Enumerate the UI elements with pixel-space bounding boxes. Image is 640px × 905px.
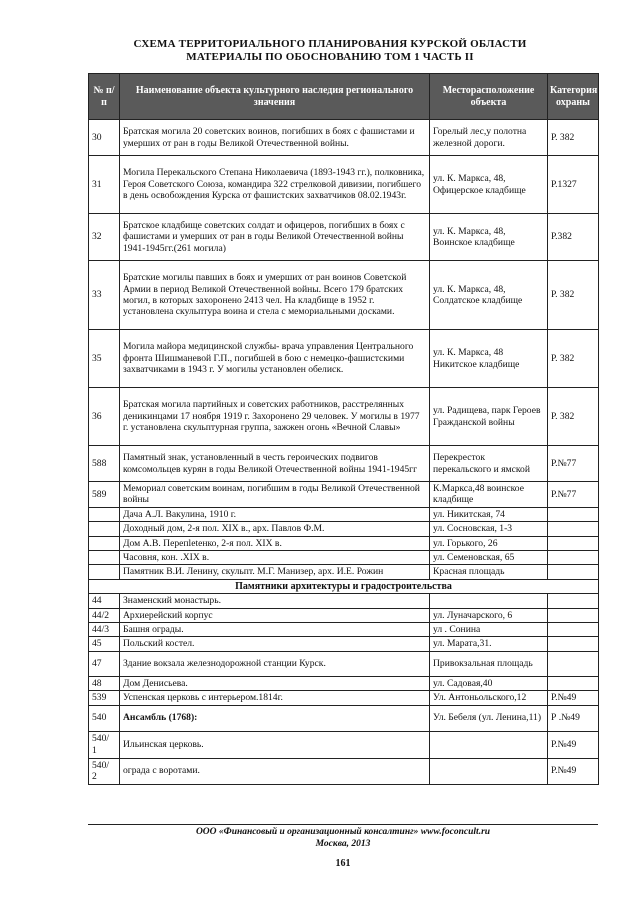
table-row: [89, 388, 599, 446]
cell-location: ул. К. Маркса, 48, Воинское кладбище: [430, 214, 548, 261]
cell-location: ул . Сонина: [430, 623, 548, 637]
cell-name: Памятный знак, установленный в честь героических подвигов комсомольцев курян в годы Великой Отечественной войны 1941-1945гг: [120, 446, 430, 482]
cell-name: Дом Денисьева.: [120, 676, 430, 690]
cell-number: [89, 522, 120, 536]
cell-location: К.Маркса,48 воинское кладбище: [430, 482, 548, 508]
cell-location: Ул. Антоньольского,12: [430, 691, 548, 705]
cell-name: Братское кладбище советских солдат и офицеров, погибших в боях с фашистами и умерших от ран в годы Великой Отечественной войны 1941-1945гг.(261 могила): [120, 214, 430, 261]
cell-location: [430, 758, 548, 784]
cell-name: Архиерейский корпус: [120, 608, 430, 622]
cell-number: 540/ 2: [89, 758, 120, 784]
table-row: [89, 261, 599, 330]
table-row: [89, 536, 599, 550]
table-row: [89, 691, 599, 705]
cell-number: 32: [89, 214, 120, 261]
cell-number: 540: [89, 705, 120, 731]
table-row: [89, 651, 599, 676]
cell-number: 44: [89, 594, 120, 608]
cell-number: 44/3: [89, 623, 120, 637]
cell-name: Памятник В.И. Ленину, скульпт. М.Г. Манизер, арх. И.Е. Рожин: [120, 565, 430, 579]
footer: [88, 826, 598, 850]
table-row: [89, 156, 599, 214]
cell-location: ул. Марата,31.: [430, 637, 548, 651]
table-row: [89, 608, 599, 622]
title-line-2: МАТЕРИАЛЫ ПО ОБОСНОВАНИЮ ТОМ 1 ЧАСТЬ II: [186, 51, 474, 63]
cell-number: 30: [89, 120, 120, 156]
column-header-location: Месторасположение объекта: [430, 74, 548, 120]
cell-location: ул. Никитская, 74: [430, 507, 548, 521]
cell-name: Братская могила партийных и советских работников, расстрелянных деникинцами 17 ноября 1919 г. Захоронено 29 человек. У могилы в 1977 г. установлена скульптурная группа, зажжен огонь «Вечной Славы»: [120, 388, 430, 446]
cell-category: [548, 551, 599, 565]
document-title: [60, 38, 600, 64]
heritage-table: [88, 73, 599, 785]
cell-location: ул. Семеновская, 65: [430, 551, 548, 565]
cell-location: ул. Радищева, парк Героев Гражданской войны: [430, 388, 548, 446]
cell-category: Р.№77: [548, 446, 599, 482]
cell-location: [430, 731, 548, 758]
cell-category: Р. 382: [548, 261, 599, 330]
column-header-num: № п/п: [89, 74, 120, 120]
table-row: [89, 446, 599, 482]
footer-company: ООО «Финансовый и организационный консалтинг» www.foconcult.ru: [195, 827, 491, 837]
table-row: [89, 482, 599, 508]
cell-name: ограда с воротами.: [120, 758, 430, 784]
cell-category: [548, 536, 599, 550]
table-row: [89, 214, 599, 261]
table-row: [89, 758, 599, 784]
cell-number: 45: [89, 637, 120, 651]
cell-category: [548, 637, 599, 651]
cell-name: Могила майора медицинской службы- врача управления Центрального фронта Шишманевой Г.П., погибшей в бою с немецко-фашистскими захватчиками в 1943 г. У могилы установлен обелиск.: [120, 330, 430, 388]
cell-name: Ансамбль (1768):: [120, 705, 430, 731]
cell-name: Мемориал советским воинам, погибшим в годы Великой Отечественной войны: [120, 482, 430, 508]
cell-category: Р.№49: [548, 691, 599, 705]
cell-number: 540/ 1: [89, 731, 120, 758]
cell-location: ул. К. Маркса, 48 Никитское кладбище: [430, 330, 548, 388]
cell-category: Р.1327: [548, 156, 599, 214]
table-row: [89, 637, 599, 651]
cell-name: Башня ограды.: [120, 623, 430, 637]
table-row: [89, 522, 599, 536]
cell-category: Р. 382: [548, 330, 599, 388]
cell-name: Могила Перекальского Степана Николаевича (1893-1943 гг.), полковника, Героя Советского Союза, командира 322 стрелковой дивизии, погибшего в день освобождения Курска от фашистских захватчиков 08.02.1943г.: [120, 156, 430, 214]
cell-category: Р.№49: [548, 758, 599, 784]
cell-number: [89, 565, 120, 579]
cell-name: Здание вокзала железнодорожной станции Курск.: [120, 651, 430, 676]
cell-category: Р. 382: [548, 388, 599, 446]
table-row: [89, 507, 599, 521]
cell-number: 48: [89, 676, 120, 690]
cell-number: [89, 507, 120, 521]
cell-number: 31: [89, 156, 120, 214]
cell-name: Успенская церковь с интерьером.1814г.: [120, 691, 430, 705]
table-body-monuments: [89, 120, 599, 580]
cell-number: 33: [89, 261, 120, 330]
cell-number: 539: [89, 691, 120, 705]
cell-category: Р.382: [548, 214, 599, 261]
cell-number: [89, 536, 120, 550]
section-row: [89, 579, 599, 593]
table-row: [89, 731, 599, 758]
section-title: Памятники архитектуры и градостроительства: [89, 579, 599, 593]
cell-location: ул. Луначарского, 6: [430, 608, 548, 622]
cell-category: Р.№77: [548, 482, 599, 508]
table-row: [89, 565, 599, 579]
cell-location: ул. К. Маркса, 48, Солдатское кладбище: [430, 261, 548, 330]
cell-name: Ильинская церковь.: [120, 731, 430, 758]
cell-location: ул. Сосновская, 1-3: [430, 522, 548, 536]
cell-name: Дом А.В. Перепletенко, 2-я пол. XIX в.: [120, 536, 430, 550]
title-line-1: СХЕМА ТЕРРИТОРИАЛЬНОГО ПЛАНИРОВАНИЯ КУРСКОЙ ОБЛАСТИ: [133, 38, 527, 50]
cell-category: Р. 382: [548, 120, 599, 156]
table-row: [89, 676, 599, 690]
cell-name: Братская могила 20 советских воинов, погибших в боях с фашистами и умерших от ран в годы Великой Отечественной войны.: [120, 120, 430, 156]
footer-divider: [88, 824, 598, 825]
cell-number: 36: [89, 388, 120, 446]
cell-name: Знаменский монастырь.: [120, 594, 430, 608]
table-row: [89, 120, 599, 156]
cell-category: Р .№49: [548, 705, 599, 731]
cell-category: [548, 507, 599, 521]
cell-location: [430, 594, 548, 608]
table-row: [89, 330, 599, 388]
cell-number: 589: [89, 482, 120, 508]
table-section: [89, 579, 599, 593]
table-row: [89, 551, 599, 565]
cell-number: [89, 551, 120, 565]
cell-number: 35: [89, 330, 120, 388]
table-header-row: [89, 74, 599, 120]
cell-category: [548, 565, 599, 579]
cell-category: [548, 608, 599, 622]
cell-name: Доходный дом, 2-я пол. XIX в., арх. Павлов Ф.М.: [120, 522, 430, 536]
table-body-architecture: [89, 594, 599, 784]
page-number: 161: [335, 858, 351, 869]
cell-location: ул. Горького, 26: [430, 536, 548, 550]
cell-name: Часовня, кон. .XIX в.: [120, 551, 430, 565]
cell-location: Горелый лес,у полотна железной дороги.: [430, 120, 548, 156]
table-row: [89, 623, 599, 637]
cell-category: [548, 623, 599, 637]
cell-location: Привокзальная площадь: [430, 651, 548, 676]
table-row: [89, 705, 599, 731]
cell-location: ул. К. Маркса, 48, Офицерское кладбище: [430, 156, 548, 214]
table-row: [89, 594, 599, 608]
column-header-category: Категория охраны: [548, 74, 599, 120]
cell-name: Братские могилы павших в боях и умерших от ран воинов Советской Армии в период Великой Отечественной войны. Всего 179 братских могил, в которых захоронено 2413 чел. На кладбище в 1952 г. установлена скульптура воина и стела с мемориальными досками.: [120, 261, 430, 330]
cell-category: [548, 676, 599, 690]
cell-number: 44/2: [89, 608, 120, 622]
cell-location: Ул. Бебеля (ул. Ленина,11): [430, 705, 548, 731]
cell-category: [548, 651, 599, 676]
cell-name: Польский костел.: [120, 637, 430, 651]
cell-name: Дача А.Л. Вакулина, 1910 г.: [120, 507, 430, 521]
cell-location: Красная площадь: [430, 565, 548, 579]
footer-city-year: Москва, 2013: [315, 839, 371, 849]
cell-location: Перекресток перекальского и ямской: [430, 446, 548, 482]
cell-category: Р.№49: [548, 731, 599, 758]
cell-location: ул. Садовая,40: [430, 676, 548, 690]
cell-number: 588: [89, 446, 120, 482]
cell-category: [548, 522, 599, 536]
cell-number: 47: [89, 651, 120, 676]
cell-category: [548, 594, 599, 608]
column-header-name: Наименование объекта культурного наследия регионального значения: [120, 74, 430, 120]
